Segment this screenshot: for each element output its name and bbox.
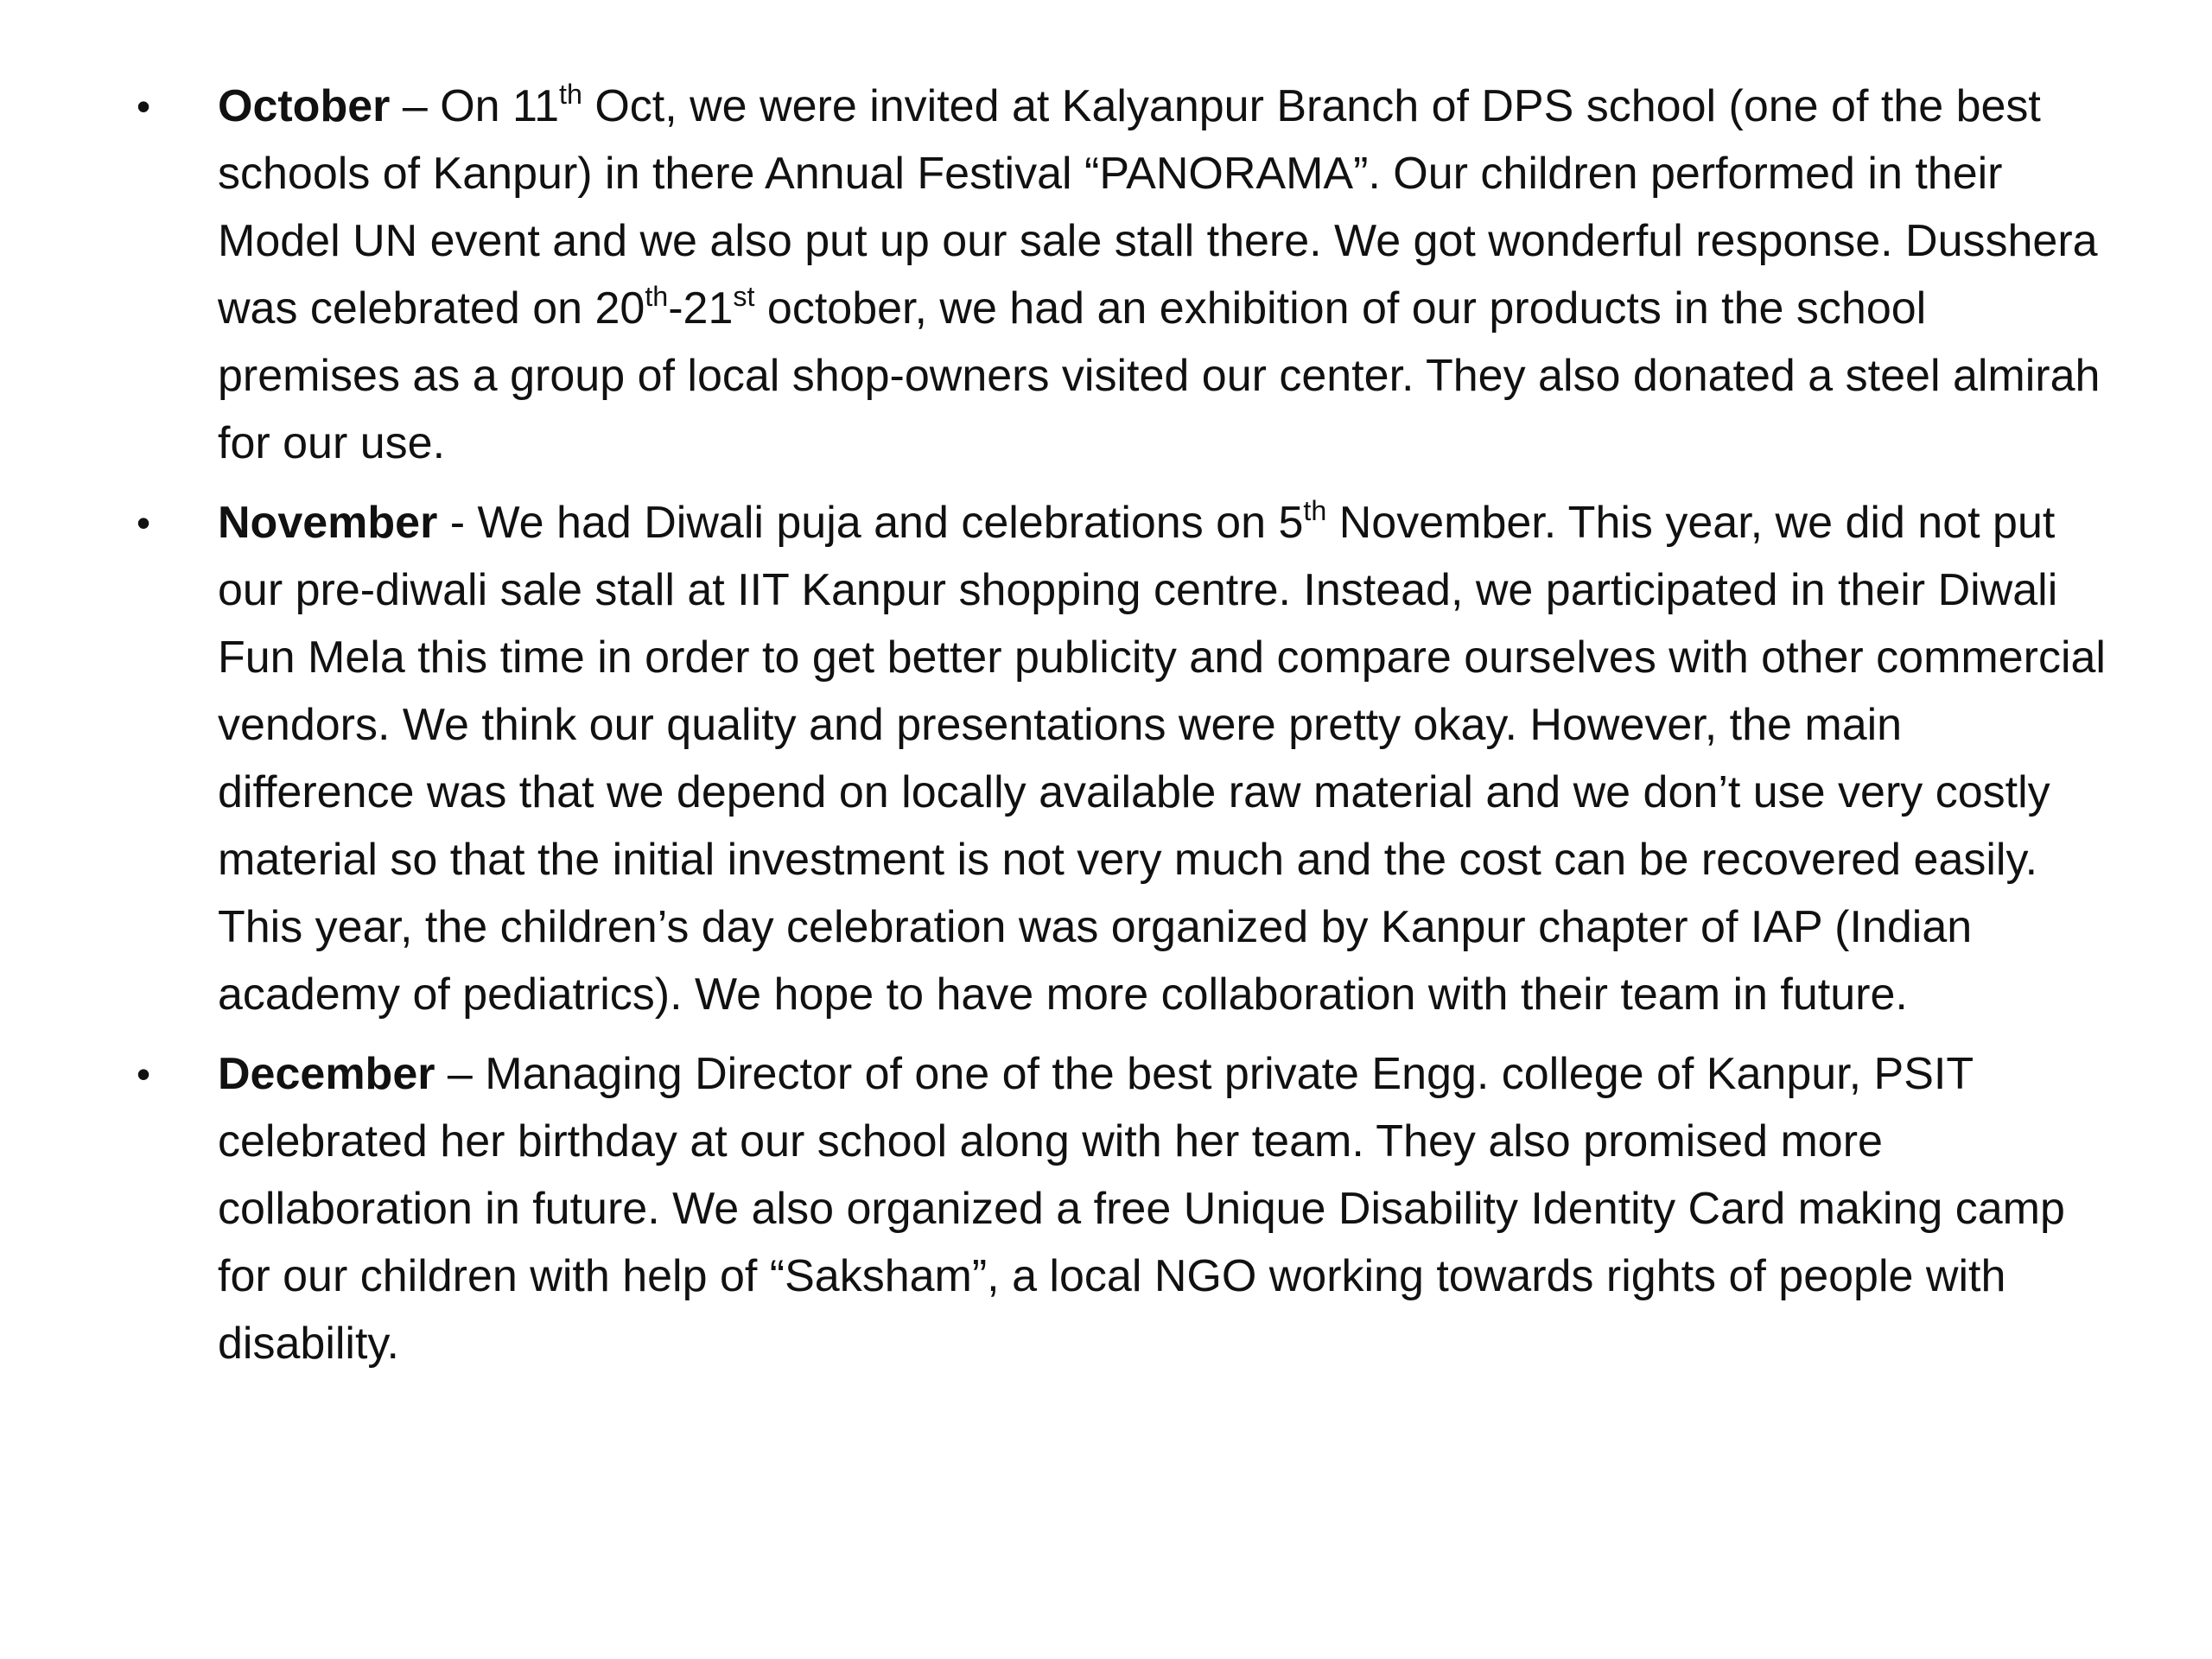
- item-text: -21: [668, 283, 734, 334]
- item-text: November. This year, we did not put our pre-diwali sale stall at IIT Kanpur shopping centre. Instead, we participated in their Diwali Fun Mela this time in order to get better publicity and compare ourselves with other commercial vendors. We think our quality and presentations were pretty okay. However, the main difference was that we depend on locally available raw material and we don’t use very costly material so that the initial investment is not very much and the cost can be recovered easily. This year, the children’s day celebration was organized by Kanpur chapter of IAP (Indian academy of pediatrics). We hope to have more collaboration with their team in future.: [218, 498, 2106, 1020]
- bullet-list: [130, 73, 2108, 1389]
- ordinal-suffix: st: [733, 281, 755, 313]
- item-text: october, we had an exhibition of our products in the school premises as a group of local shop-owners visited our center. They also donated a steel almirah for our use.: [218, 283, 2101, 468]
- item-text: – On 11: [390, 81, 559, 131]
- month-label: December: [218, 1049, 435, 1099]
- item-text: Oct, we were invited at Kalyanpur Branch of DPS school (one of the best schools of Kanpur) in there Annual Festival “PANORAMA”. Our children performed in their Model UN event and we also put up our sale stall there. We got wonderful response. Dusshera was celebrated on 20: [218, 81, 2098, 334]
- bullet-icon: •: [137, 1052, 151, 1096]
- bullet-icon: •: [137, 84, 151, 129]
- bullet-item-october: [130, 73, 2108, 477]
- bullet-icon: •: [137, 500, 151, 545]
- item-text: - We had Diwali puja and celebrations on 5: [437, 498, 1304, 548]
- bullet-item-december: [130, 1040, 2108, 1377]
- ordinal-suffix: th: [645, 281, 669, 313]
- ordinal-suffix: th: [1303, 495, 1327, 527]
- ordinal-suffix: th: [558, 79, 582, 111]
- month-label: November: [218, 498, 438, 548]
- item-text: – Managing Director of one of the best private Engg. college of Kanpur, PSIT celebrated her birthday at our school along with her team. They also promised more collaboration in future. We also organized a free Unique Disability Identity Card making camp for our children with help of “Saksham”, a local NGO working towards rights of people with disability.: [218, 1049, 2065, 1369]
- bullet-item-november: [130, 489, 2108, 1028]
- month-label: October: [218, 81, 391, 131]
